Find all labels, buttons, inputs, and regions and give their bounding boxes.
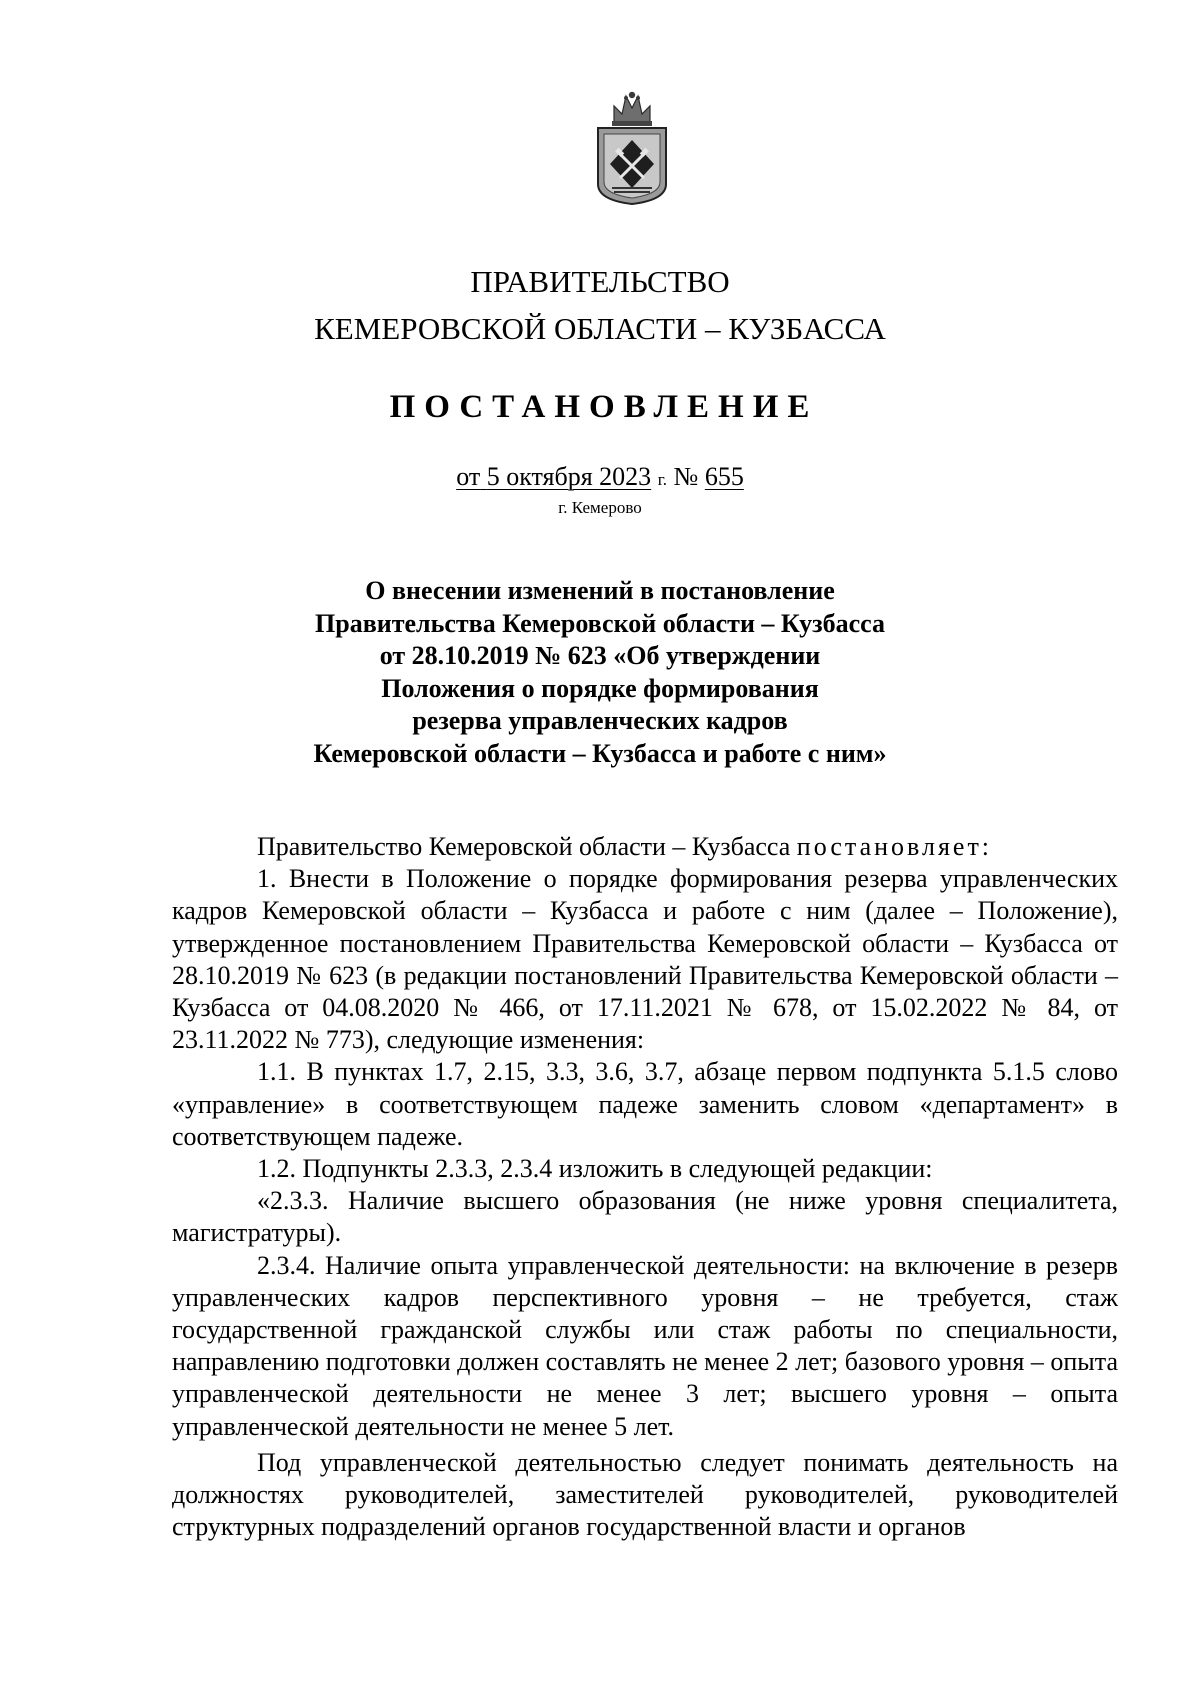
document-heading [250,575,950,770]
paragraph-1-2: 1.2. Подпункты 2.3.3, 2.3.4 изложить в следующей редакции: [257,1154,933,1184]
paragraph-1-1: 1.1. В пунктах 1.7, 2.15, 3.3, 3.6, 3.7, абзаце первом подпункта 5.1.5 слово «управление» в соответствующем падеже заменить словом «департамент» в соответствующем падеже. [172,1057,1118,1151]
document-date-line [0,464,1200,493]
heading-line: от 28.10.2019 № 623 «Об утверждении [379,641,821,670]
government-name-line1: ПРАВИТЕЛЬСТВО [470,264,730,299]
intro-text: Правительство Кемеровской области – Кузбасса [257,832,791,861]
intro-paragraph [172,831,1118,863]
paragraph-1: 1. Внести в Положение о порядке формирования резерва управленческих кадров Кемеровской области – Кузбасса и работе с ним (далее – Положение), утвержденное постановлением Правительства Кемеровской области – Кузбасса от 28.10.2019 № 623 (в редакции постановлений Правительства Кемеровской области – Кузбасса от 04.08.2020 № 466, от 17.11.2021 № 678, от 15.02.2022 № 84, от 23.11.2022 № 773), следующие изменения: [172,864,1118,1055]
paragraph-2-3-4: 2.3.4. Наличие опыта управленческой деятельности: на включение в резерв управленческих кадров перспективного уровня – не требуется, стаж государственной гражданской службы или стаж работы по специальности, направлению подготовки должен составлять не менее 2 лет; базового уровня – опыта управленческой деятельности не менее 3 лет; высшего уровня – опыта управленческой деятельности не менее 5 лет. [172,1250,1118,1441]
document-body [172,831,1118,1543]
document-city: г. Кемерово [558,498,642,517]
intro-verb: постановляет: [796,832,993,861]
document-number: 655 [704,462,744,491]
paragraph-2-3-3: «2.3.3. Наличие высшего образования (не ниже уровня специалитета, магистратуры). [172,1186,1118,1248]
heading-line: резерва управленческих кадров [412,706,788,735]
year-suffix: г. [657,470,667,489]
paragraph-management-definition: Под управленческой деятельностью следует понимать деятельность на должностях руководителей, заместителей руководителей, руководителей структурных подразделений органов государственной власти и органов [172,1447,1118,1542]
heading-line: Положения о порядке формирования [381,673,819,703]
government-name-line2: КЕМЕРОВСКОЙ ОБЛАСТИ – КУЗБАССА [314,311,886,346]
date-prefix: от [456,462,481,491]
document-date: 5 октября 2023 [486,462,652,491]
document-type-title: ПОСТАНОВЛЕНИЕ [389,389,819,425]
number-sign: № [673,462,699,491]
coat-of-arms-emblem [592,88,672,206]
heading-line: Кемеровской области – Кузбасса и работе с ним» [313,738,887,768]
heading-line: О внесении изменений в постановление [365,576,835,605]
heading-line: Правительства Кемеровской области – Кузбасса [315,608,885,638]
